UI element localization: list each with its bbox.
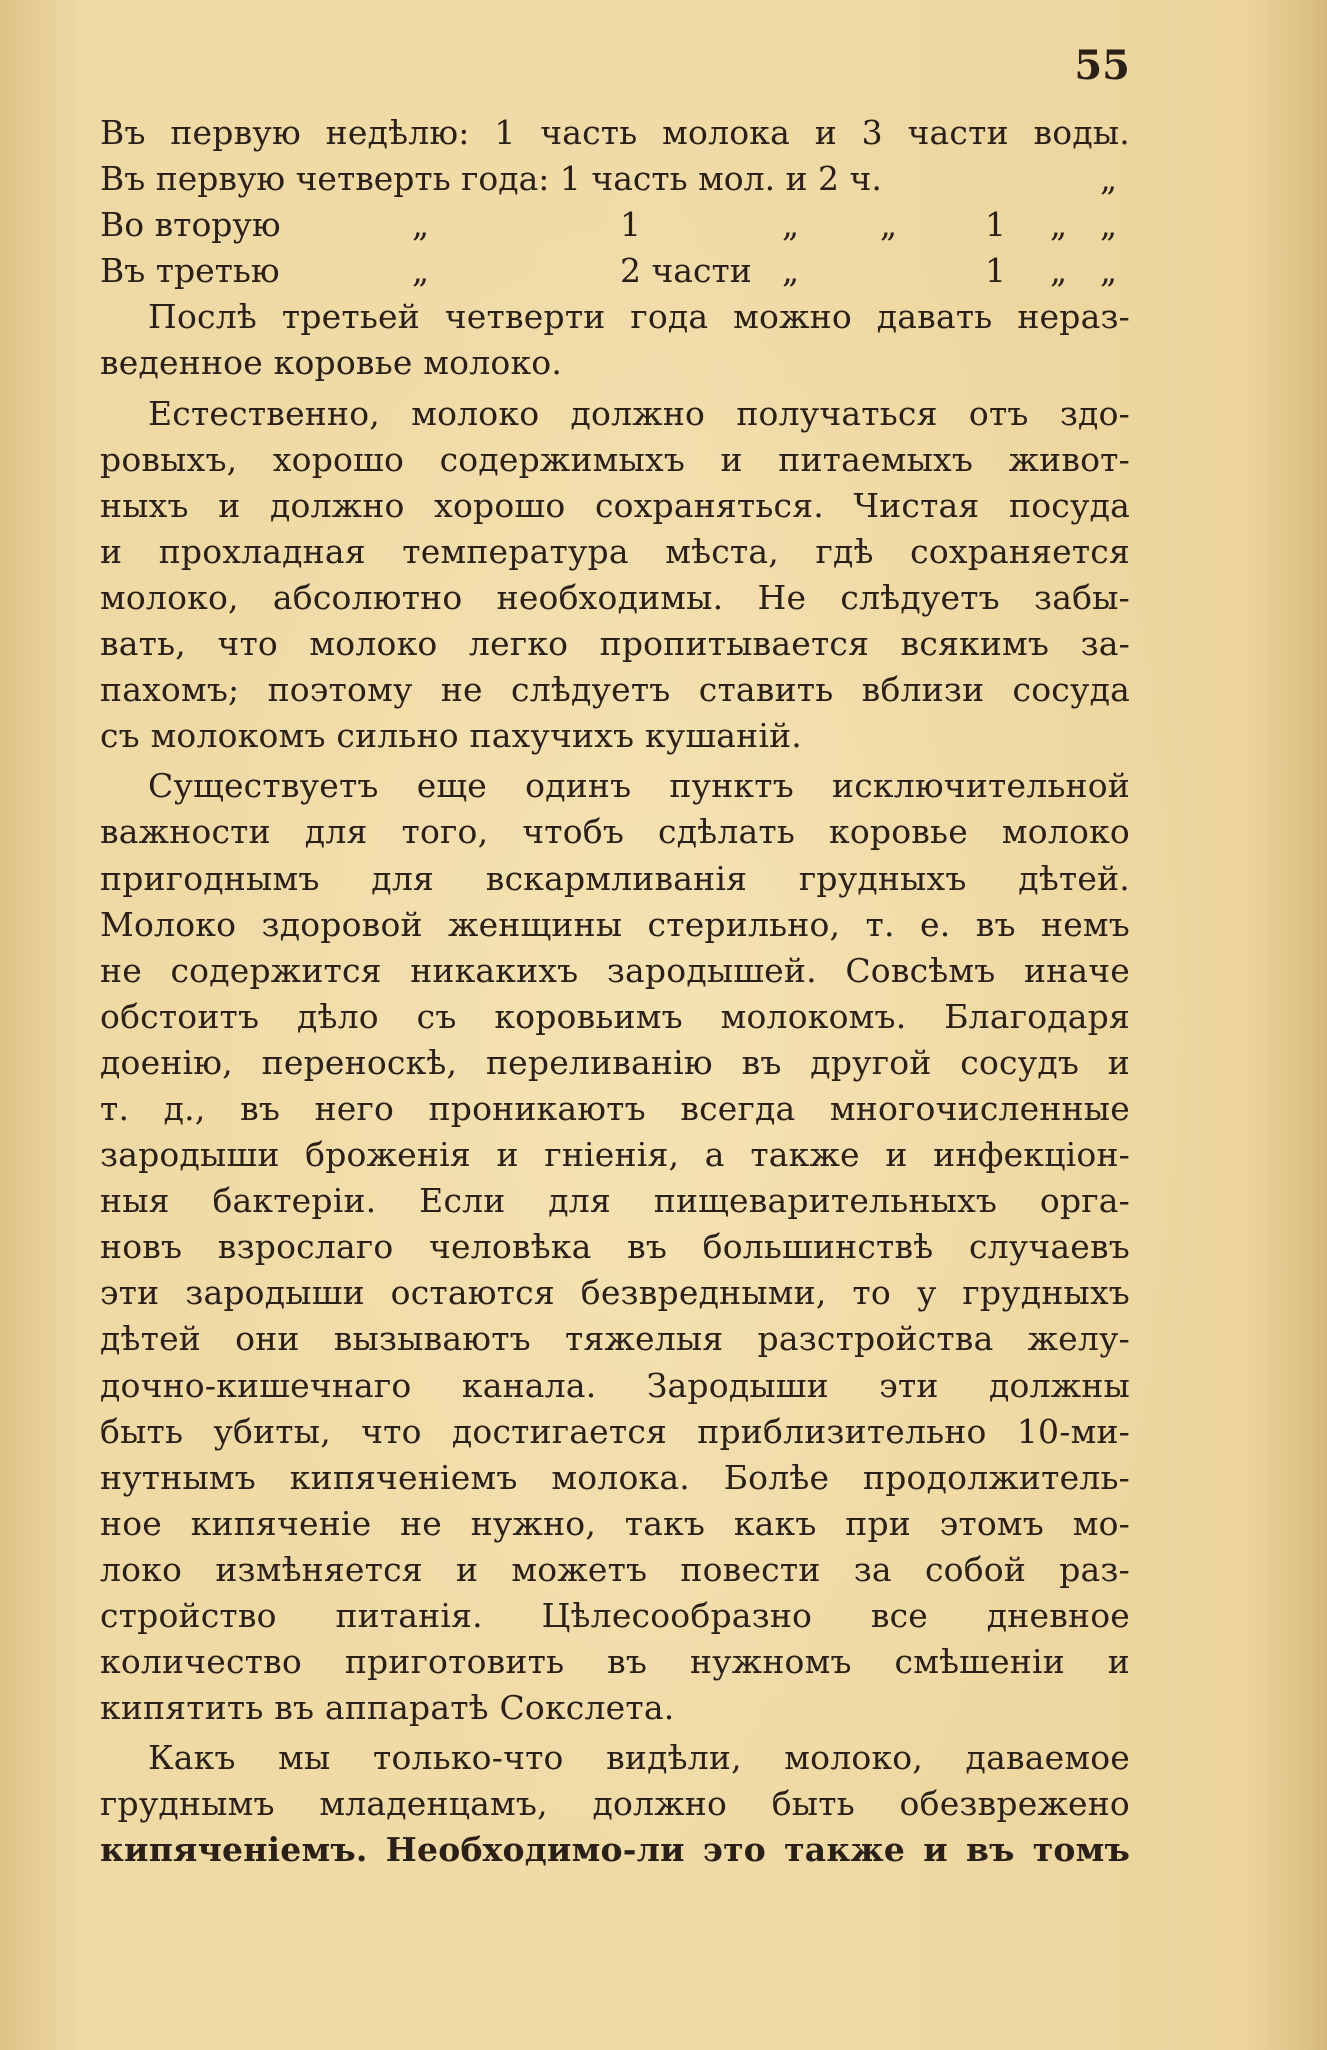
milk-parts: 2 части (620, 251, 752, 291)
text-line: локо измѣняется и можетъ повести за собой раз- (100, 1549, 1130, 1589)
text-line: стройство питанія. Цѣлесообразно все дневное (100, 1596, 1130, 1635)
paragraph-milk-storage (100, 391, 1130, 760)
text-line: не содержится никакихъ зародышей. Совсѣмъ иначе (100, 950, 1130, 990)
table-row-first-quarter (100, 156, 1130, 202)
feeding-table (100, 110, 1130, 294)
text-line: ровыхъ, хорошо содержимыхъ и питаемыхъ живот- (100, 439, 1130, 479)
text-line: пригоднымъ для вскармливанія грудныхъ дѣтей. (100, 858, 1130, 898)
table-row-second-quarter (100, 202, 1130, 248)
text-line: количество приготовить въ нужномъ смѣшеніи и (100, 1642, 1130, 1682)
milk-parts: 1 (620, 205, 641, 245)
ditto-mark: „ (1050, 205, 1068, 245)
text-line: ныя бактеріи. Если для пищеварительныхъ орга- (100, 1181, 1130, 1221)
text-line: дѣтей они вызываютъ тяжелыя разстройства желу- (100, 1319, 1130, 1359)
text-line: съ молокомъ сильно пахучихъ кушаній. (100, 716, 802, 756)
water-parts: 1 (985, 205, 1006, 245)
page-number: 55 (1074, 42, 1130, 89)
text-line: Естественно, молоко должно получаться отъ здо- (148, 393, 1130, 433)
text-line: Существуетъ еще одинъ пунктъ исключительной (148, 766, 1130, 806)
text-line: пахомъ; поэтому не слѣдуетъ ставить вблизи сосуда (100, 670, 1130, 710)
text-line: эти зародыши остаются безвредными, то у грудныхъ (100, 1273, 1130, 1313)
text-line: новъ взрослаго человѣка въ большинствѣ случаевъ (100, 1227, 1130, 1267)
text-line: кипятить въ аппаратѣ Сокслета. (100, 1688, 675, 1728)
ditto-mark: „ (782, 251, 800, 291)
paragraph-sterilization (100, 763, 1130, 1731)
text-line: обстоитъ дѣло съ коровьимъ молокомъ. Благодаря (100, 996, 1130, 1036)
text-line: дочно-кишечнаго канала. Зародыши эти должны (100, 1365, 1130, 1405)
ditto-mark: „ (412, 251, 430, 291)
ditto-mark: „ (1100, 251, 1118, 291)
ditto-mark: „ (412, 205, 430, 245)
text-line: кипяченіемъ. Необходимо-ли это также и въ томъ (100, 1830, 1130, 1870)
text-line: нутнымъ кипяченіемъ молока. Болѣе продолжитель- (100, 1457, 1130, 1497)
water-parts: 1 (985, 251, 1006, 291)
text-line: Послѣ третьей четверти года можно давать нераз- (148, 297, 1130, 337)
table-row-label: Въ третью (100, 251, 280, 291)
ditto-mark: „ (1100, 205, 1118, 245)
ditto-mark: „ (1100, 159, 1118, 199)
text-line: молоко, абсолютно необходимы. Не слѣдуетъ забы- (100, 577, 1130, 617)
text-line: важности для того, чтобъ сдѣлать коровье молоко (100, 812, 1130, 852)
body-lines (100, 110, 1130, 1874)
ditto-mark: „ (782, 205, 800, 245)
paragraph-boiling-necessity (100, 1735, 1130, 1873)
paragraph-undiluted-milk (100, 294, 1130, 386)
text-line: груднымъ младенцамъ, должно быть обезврежено (100, 1784, 1130, 1824)
text-line: вать, что молоко легко пропитывается всякимъ за- (100, 624, 1130, 664)
text-line: т. д., въ него проникаютъ всегда многочисленные (100, 1088, 1130, 1128)
ditto-mark: „ (880, 205, 898, 245)
table-row-third-quarter (100, 248, 1130, 294)
table-row-label: Во вторую (100, 205, 281, 245)
text-line: быть убиты, что достигается приблизительно 10-ми- (100, 1411, 1130, 1451)
text-line: Молоко здоровой женщины стерильно, т. е. въ немъ (100, 904, 1130, 944)
text-line: ныхъ и должно хорошо сохраняться. Чистая посуда (100, 485, 1130, 525)
text-line: веденное коровье молоко. (100, 343, 563, 383)
ditto-mark: „ (1050, 251, 1068, 291)
text-line: доенію, переноскѣ, переливанію въ другой сосудъ и (100, 1042, 1130, 1082)
text-line: ное кипяченіе не нужно, такъ какъ при этомъ мо- (100, 1503, 1130, 1543)
text-line: зародыши броженія и гніенія, а также и инфекціон- (100, 1135, 1130, 1175)
text-line: и прохладная температура мѣста, гдѣ сохраняется (100, 531, 1130, 571)
text-line: Какъ мы только-что видѣли, молоко, даваемое (148, 1738, 1130, 1778)
table-row-text: Въ первую четверть года: 1 часть мол. и 2 ч. (100, 159, 882, 199)
table-row-first-week: Въ первую недѣлю: 1 часть молока и 3 части воды. (100, 113, 1130, 152)
